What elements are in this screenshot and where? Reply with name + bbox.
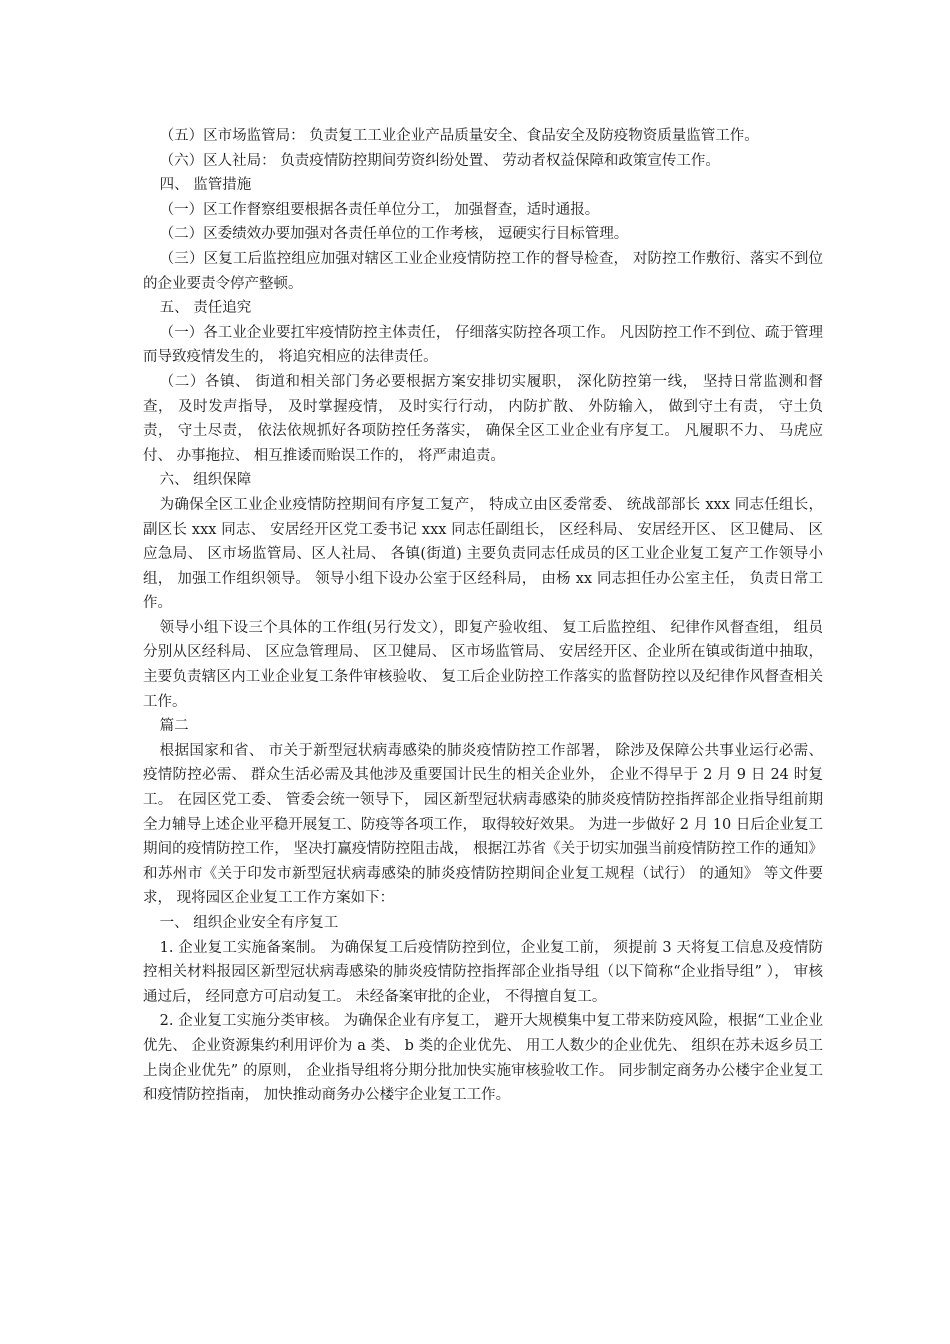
paragraph-leading-group: 为确保全区工业企业疫情防控期间有序复工复产， 特成立由区委常委、 统战部部长 xxx 同志任组长， 副区长 xxx 同志、 安居经开区党工委书记 xxx 同志任副组长， 区经科局、 安居经开区、 区卫健局、 区应急局、 区市场监管局、区人社局、 各镇(街道) 主要负责同志任成员的区工业企业复工复产工作领导小组， 加强工作组织领导。 领导小组下设办公室于区经科局， 由杨 xx 同志担任办公室主任， 负责日常工作。 <box>143 496 823 612</box>
paragraph-market-supervision: （五）区市场监管局： 负责复工工业企业产品质量安全、食品安全及防疫物资质量监管工作。 <box>159 128 759 144</box>
section-heading-organization: 六、 组织保障 <box>159 472 252 489</box>
paragraph-classified-review: 2. 企业复工实施分类审核。 为确保企业有序复工， 避开大规模集中复工带来防疫风险，根据“工业企业优先、 企业资源集约利用评价为 a 类、 b 类的企业优先、 用工人数少的企业优先、 组织在苏未返乡员工上岗企业优先” 的原则， 企业指导组将分期分批加快实施审核验收工作。 同步制定商务办公楼宇企业复工和疫情防控指南， 加快推动商务办公楼宇企业复工工作。 <box>143 1013 823 1104</box>
document-body <box>143 124 823 1108</box>
section-heading-orderly-resumption: 一、 组织企业安全有序复工 <box>159 915 339 931</box>
paragraph-monitoring-group: （三）区复工后监控组应加强对辖区工业企业疫情防控工作的督导检查， 对防控工作敷衍、落实不到位的企业要责令停产整顿。 <box>143 250 823 292</box>
paragraph-human-resources: （六）区人社局： 负责疫情防控期间劳资纠纷处置、 劳动者权益保障和政策宣传工作。 <box>159 152 720 169</box>
paragraph-inspection-group: （一）区工作督察组要根据各责任单位分工， 加强督查，适时通报。 <box>159 201 600 218</box>
paragraph-performance-office: （二）区委绩效办要加强对各责任单位的工作考核， 逗硬实行目标管理。 <box>159 226 629 243</box>
paragraph-department-duties: （二）各镇、 街道和相关部门务必要根据方案安排切实履职， 深化防控第一线， 坚持日常监测和督查， 及时发声指导， 及时掌握疫情， 及时实行行动， 内防扩散、 外防输入， 做到守土有责， 守土负责， 守土尽责， 依法依规抓好各项防控任务落实， 确保全区工业企业有序复工。 凡履职不力、 马虎应付、 办事拖拉、 相互推诿而贻误工作的， 将严肃追责。 <box>143 373 823 464</box>
section-heading-part-two: 篇二 <box>159 718 189 735</box>
paragraph-working-groups: 领导小组下设三个具体的工作组(另行发文），即复产验收组、 复工后监控组、 纪律作风督查组， 组员分别从区经科局、 区应急管理局、 区卫健局、 区市场监管局、 安居经开区、企业所在镇或街道中抽取， 主要负责辖区内工业企业复工条件审核验收、 复工后企业防控工作落实的监督防控以及纪律作风督查相关工作。 <box>143 619 823 710</box>
section-heading-accountability: 五、 责任追究 <box>159 300 252 317</box>
section-heading-supervision-measures: 四、 监管措施 <box>159 177 252 194</box>
paragraph-enterprise-responsibility: （一）各工业企业要扛牢疫情防控主体责任， 仔细落实防控各项工作。 凡因防控工作不到位、疏于管理而导致疫情发生的， 将追究相应的法律责任。 <box>143 324 823 366</box>
paragraph-filing-system: 1. 企业复工实施备案制。 为确保复工后疫情防控到位，企业复工前， 须提前 3 天将复工信息及疫情防控相关材料报园区新型冠状病毒感染的肺炎疫情防控指挥部企业指导组（以下简称“企业指导组” ）， 审核通过后， 经同意方可启动复工。 未经备案审批的企业， 不得擅自复工。 <box>143 939 823 1005</box>
paragraph-background: 根据国家和省、 市关于新型冠状病毒感染的肺炎疫情防控工作部署， 除涉及保障公共事业运行必需、 疫情防控必需、 群众生活必需及其他涉及重要国计民生的相关企业外， 企业不得早于 2 月 9 日 24 时复工。 在园区党工委、 管委会统一领导下， 园区新型冠状病毒感染的肺炎疫情防控指挥部企业指导组前期全力辅导上述企业平稳开展复工、防疫等各项工作， 取得较好效果。 为进一步做好 2 月 10 日后企业复工期间的疫情防控工作， 坚决打赢疫情防控阻击战， 根据江苏省《关于切实加强当前疫情防控工作的通知》 和苏州市《关于印发市新型冠状病毒感染的肺炎疫情防控期间企业复工规程（试行） 的通知》 等文件要求， 现将园区企业复工工作方案如下： <box>143 742 823 907</box>
